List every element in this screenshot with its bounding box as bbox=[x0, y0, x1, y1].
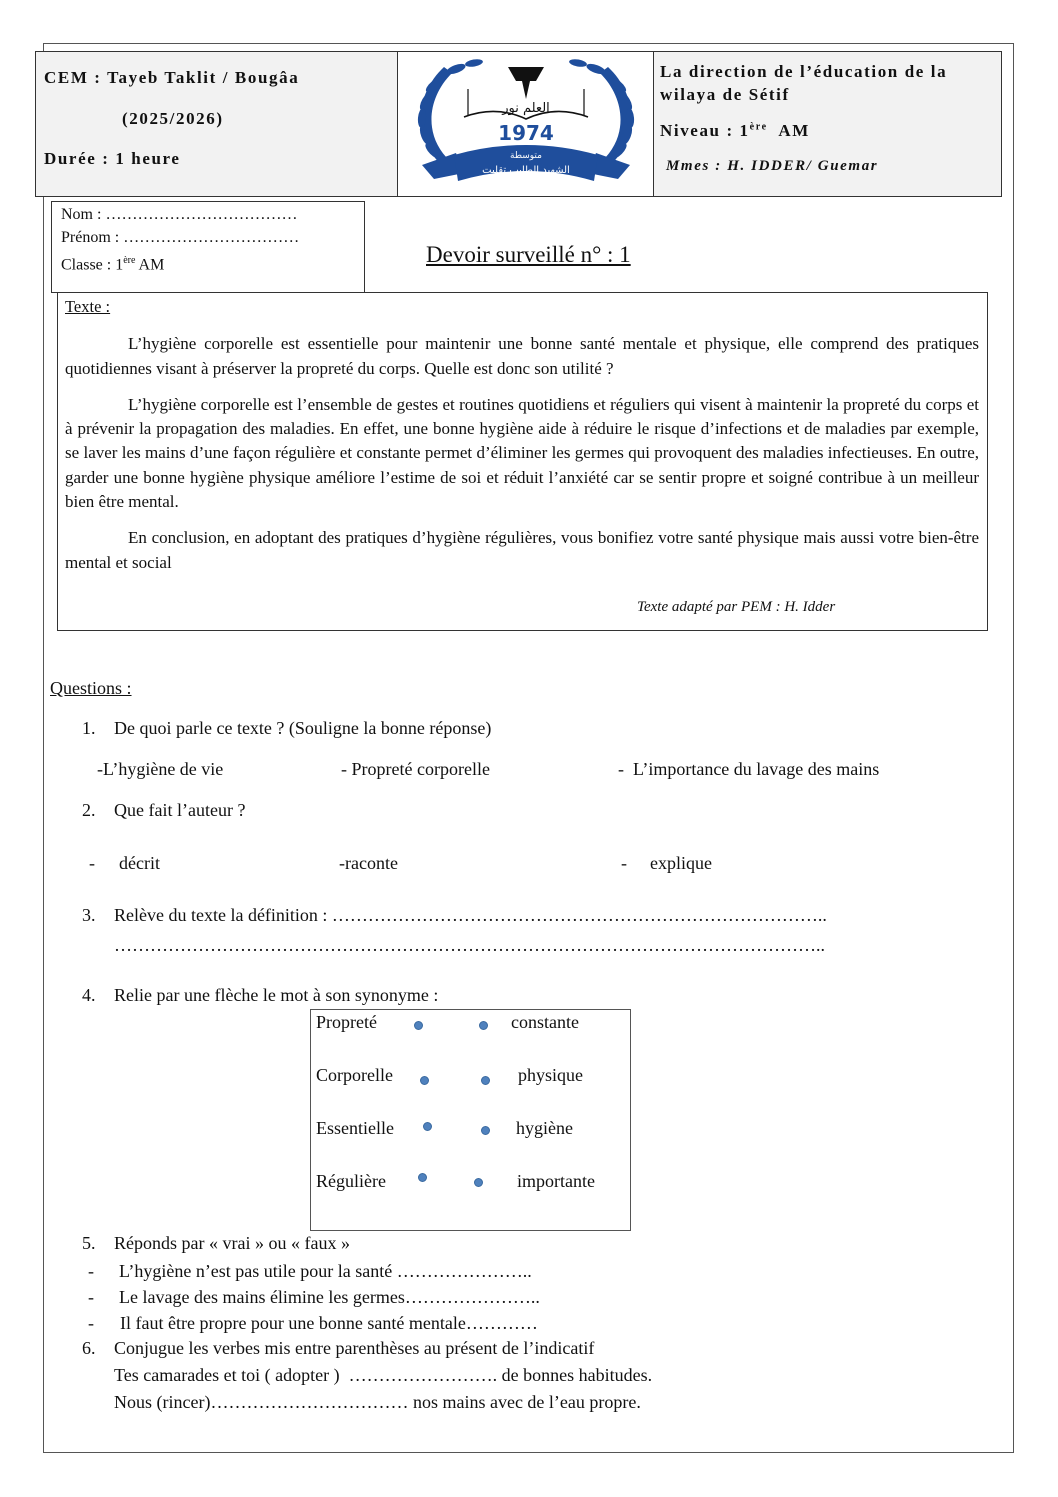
q5-item[interactable]: - Il faut être propre pour une bonne santé mentale………… bbox=[88, 1313, 538, 1333]
q1-option[interactable]: - L’importance du lavage des mains bbox=[618, 759, 880, 779]
nom-field[interactable]: Nom : ……………………………… bbox=[61, 206, 298, 223]
svg-text:متوسطة: متوسطة bbox=[510, 151, 542, 161]
match-right-dot[interactable] bbox=[474, 1178, 483, 1187]
text-paragraph: L’hygiène corporelle est l’ensemble de gestes et routines quotidiens et réguliers qui visent à maintenir la propreté du corps et à prévenir la propagation des maladies. En effet, une bonne hygiène aide à réduire le risque d’infections et de maladies par exemple, se laver les mains d’une façon régulière et constante permet d’éliminer les germes qui provoquent des maladies infectieuses. En outre, garder une bonne hygiène physique améliore l’estime de soi et réduit l’anxiété car se sentir propre et soigné contribue à un meilleur bien être mental. bbox=[65, 394, 979, 512]
school-year: (2025/2026) bbox=[122, 109, 224, 128]
svg-text:الشهيد الطايب تقليت: الشهيد الطايب تقليت bbox=[482, 165, 570, 176]
text-paragraph: L’hygiène corporelle est essentielle pour maintenir une bonne santé mentale et physique, elle comprend des pratiques quotidiennes visant à préserver la propreté du corps. Quelle est donc son utilité ? bbox=[65, 334, 979, 378]
classe-label: Classe : 1ère AM bbox=[61, 255, 165, 274]
q1-option[interactable]: - Propreté corporelle bbox=[341, 759, 490, 779]
reading-text-box bbox=[57, 292, 988, 631]
match-left-dot[interactable] bbox=[414, 1021, 423, 1030]
question-6: 6. Conjugue les verbes mis entre parenthèses au présent de l’indicatif bbox=[82, 1338, 595, 1358]
q1-option[interactable]: -L’hygiène de vie bbox=[97, 759, 224, 779]
question-1: 1. De quoi parle ce texte ? (Souligne la bonne réponse) bbox=[82, 718, 492, 738]
header-table bbox=[35, 51, 1002, 197]
student-info-box bbox=[51, 201, 365, 293]
svg-text:العلم نور: العلم نور bbox=[502, 101, 550, 116]
match-left-word: Corporelle bbox=[316, 1065, 393, 1085]
match-left-word: Essentielle bbox=[316, 1118, 394, 1138]
header-school-cell bbox=[36, 52, 398, 196]
matching-box bbox=[310, 1009, 631, 1231]
question-5: 5. Réponds par « vrai » ou « faux » bbox=[82, 1233, 350, 1253]
header-direction-cell bbox=[654, 52, 1001, 196]
question-3: 3. Relève du texte la définition : ……………………………………………………………………….. bbox=[82, 905, 827, 925]
texte-label: Texte : bbox=[65, 297, 111, 316]
q6-item[interactable]: Tes camarades et toi ( adopter ) ……………………. de bonnes habitudes. bbox=[114, 1365, 653, 1385]
q6-item[interactable]: Nous (rincer)…………………………… nos mains avec de l’eau propre. bbox=[114, 1392, 641, 1412]
school-logo-icon bbox=[404, 55, 648, 189]
match-left-dot[interactable] bbox=[423, 1122, 432, 1131]
match-left-dot[interactable] bbox=[420, 1076, 429, 1085]
svg-text:1974: 1974 bbox=[498, 121, 554, 145]
question-4: 4. Relie par une flèche le mot à son synonyme : bbox=[82, 985, 439, 1005]
q5-item[interactable]: - L’hygiène n’est pas utile pour la santé ………………….. bbox=[88, 1261, 532, 1281]
q5-item[interactable]: - Le lavage des mains élimine les germes………………….. bbox=[88, 1287, 540, 1307]
match-right-dot[interactable] bbox=[479, 1021, 488, 1030]
text-paragraph: En conclusion, en adoptant des pratiques d’hygiène régulières, vous bonifiez votre santé physique mais aussi votre bien-être mental et social bbox=[65, 528, 979, 572]
match-right-dot[interactable] bbox=[481, 1126, 490, 1135]
match-right-word: importante bbox=[517, 1171, 595, 1191]
q3-answer-line[interactable]: ……………………………………………………………………………………………………….. bbox=[114, 935, 825, 955]
teachers-label: Mmes : H. IDDER/ Guemar bbox=[666, 158, 879, 174]
prenom-field[interactable]: Prénom : …………………………… bbox=[61, 229, 300, 246]
school-name: CEM : Tayeb Taklit / Bougâa bbox=[44, 68, 300, 87]
match-right-dot[interactable] bbox=[481, 1076, 490, 1085]
exam-title: Devoir surveillé n° : 1 bbox=[426, 242, 631, 267]
header-logo-cell bbox=[398, 52, 654, 196]
match-right-word: constante bbox=[511, 1012, 579, 1032]
q2-option[interactable]: -raconte bbox=[339, 853, 398, 873]
question-2: 2. Que fait l’auteur ? bbox=[82, 800, 246, 820]
niveau-label: Niveau : 1ère AM bbox=[660, 121, 810, 140]
q2-option[interactable]: - explique bbox=[621, 853, 712, 873]
questions-heading: Questions : bbox=[50, 678, 132, 698]
match-left-word: Propreté bbox=[316, 1012, 377, 1032]
q2-option[interactable]: - décrit bbox=[89, 853, 160, 873]
direction-label: La direction de l’éducation de la wilaya de Sétif bbox=[660, 62, 948, 104]
exam-duration: Durée : 1 heure bbox=[44, 149, 181, 168]
match-right-word: hygiène bbox=[516, 1118, 573, 1138]
match-left-dot[interactable] bbox=[418, 1173, 427, 1182]
match-right-word: physique bbox=[518, 1065, 583, 1085]
match-left-word: Régulière bbox=[316, 1171, 386, 1191]
text-signature: Texte adapté par PEM : H. Idder bbox=[637, 599, 836, 615]
